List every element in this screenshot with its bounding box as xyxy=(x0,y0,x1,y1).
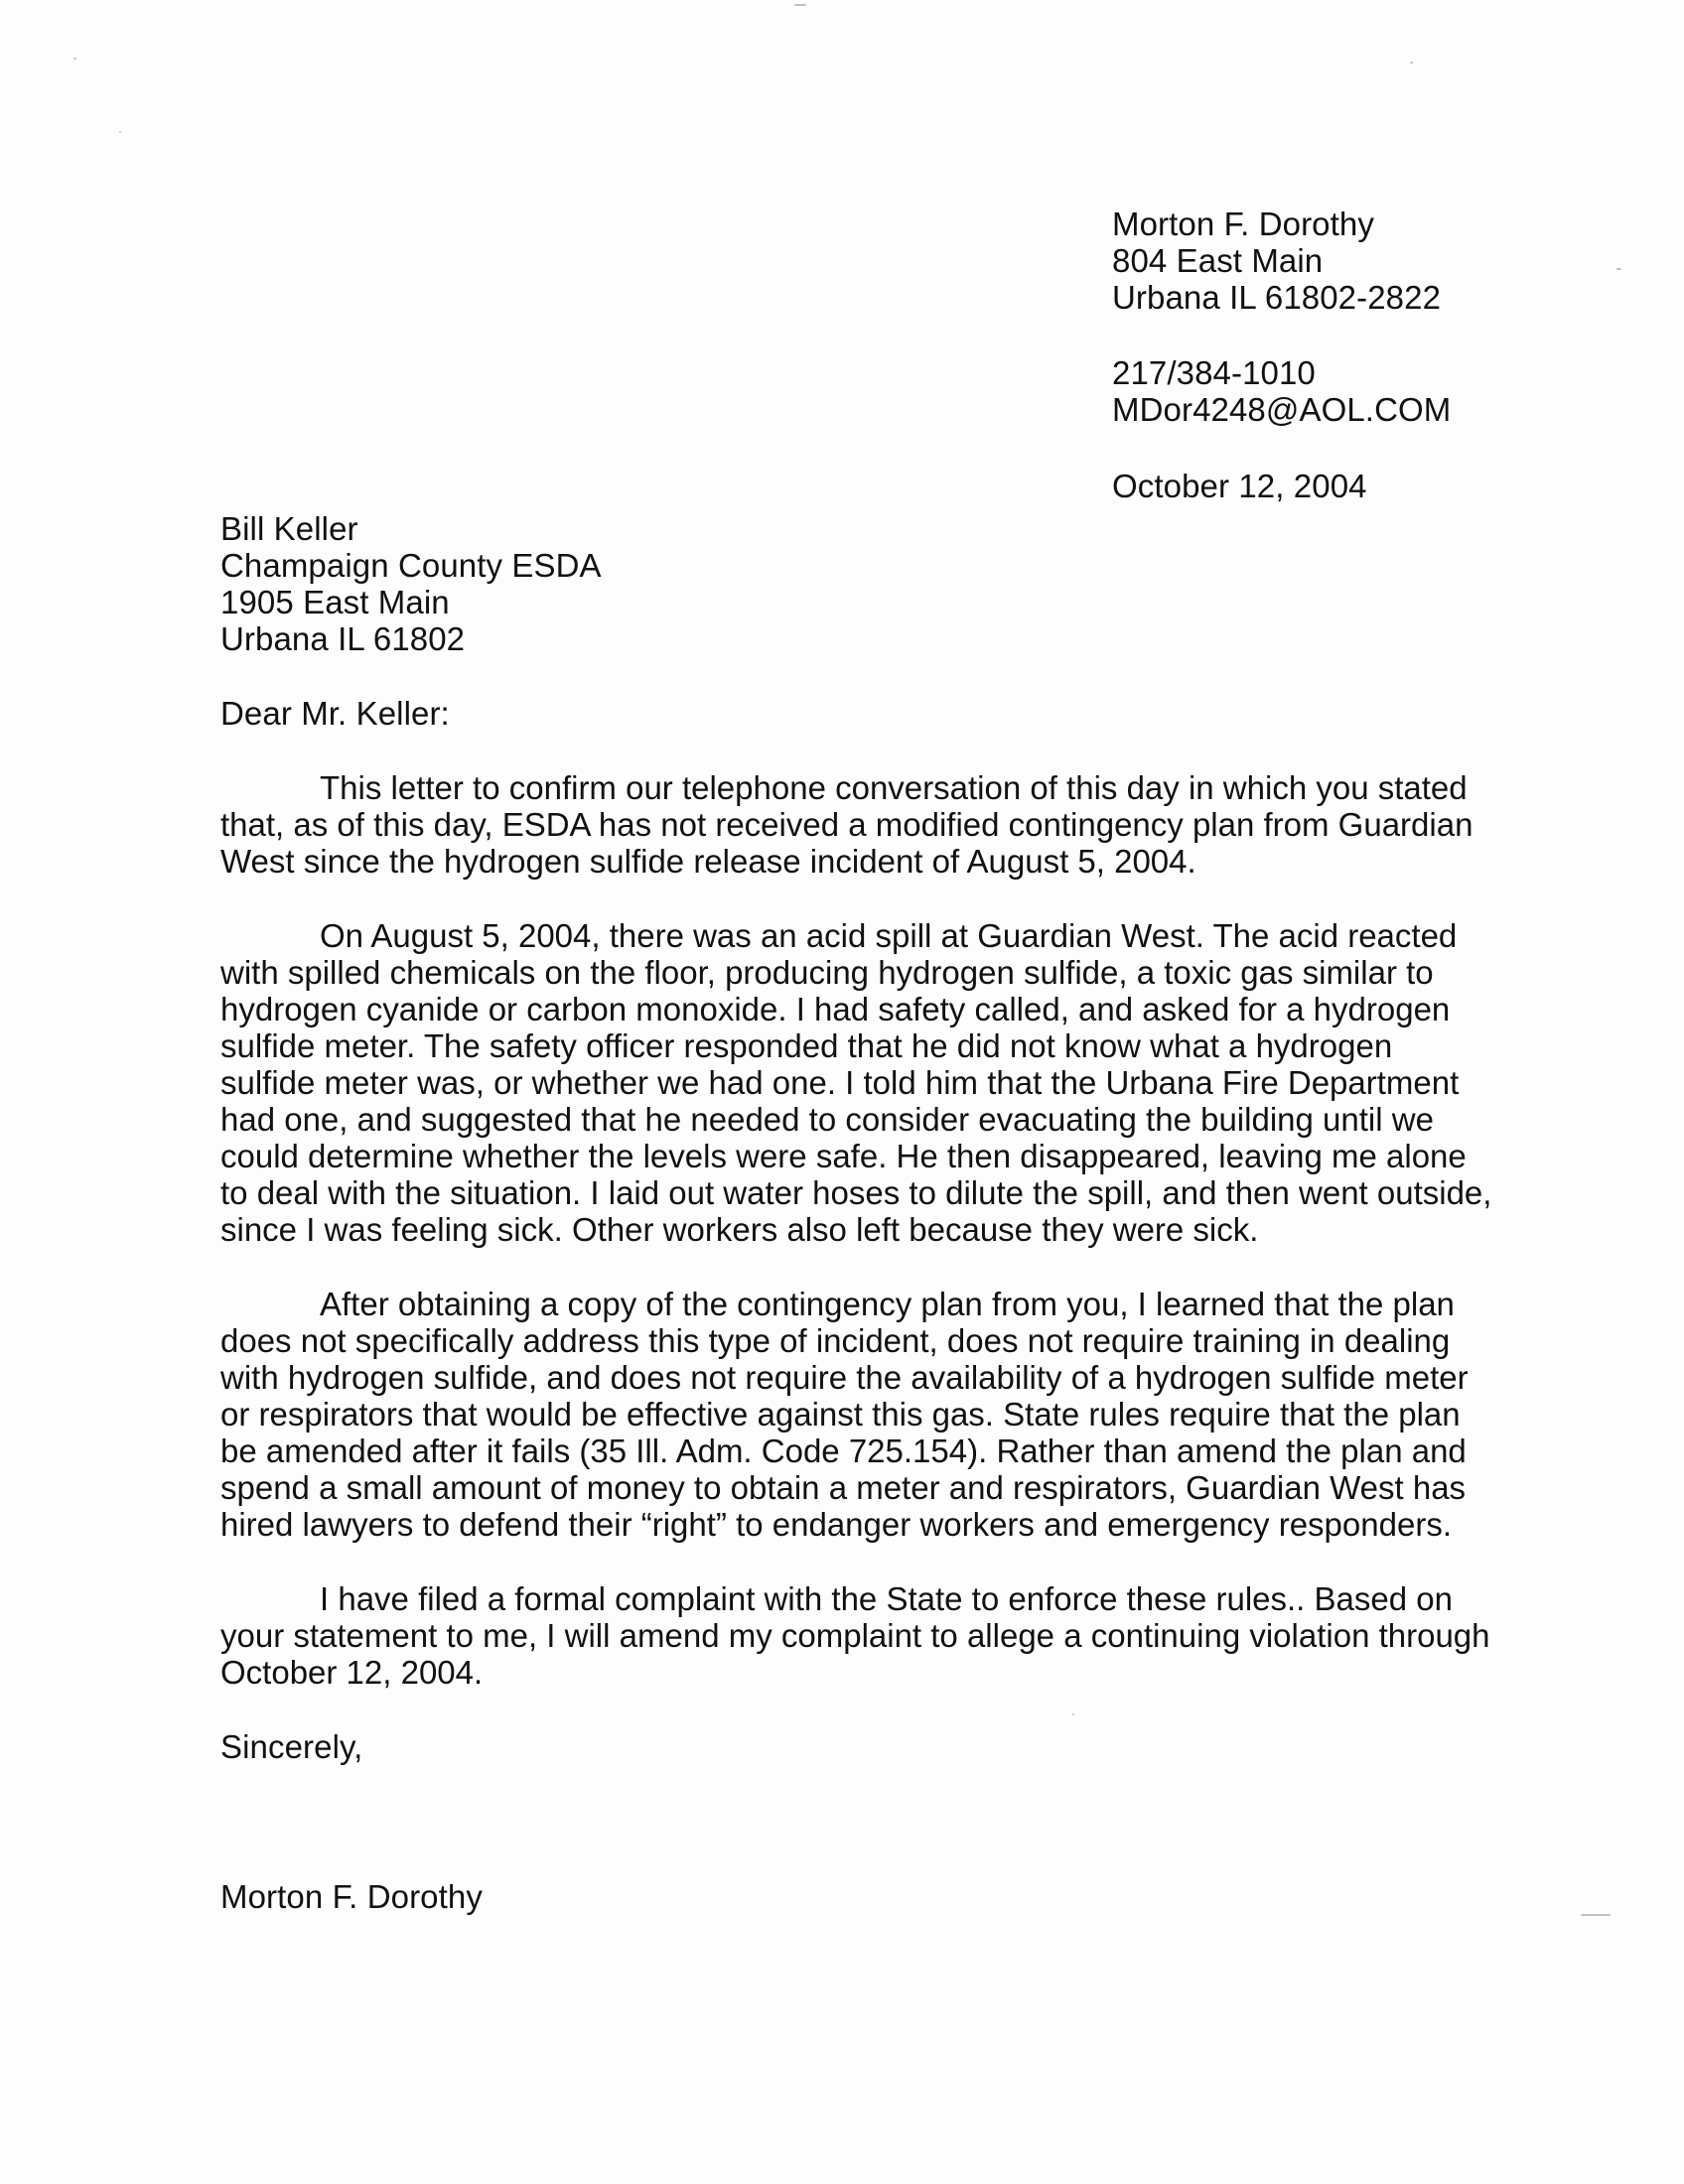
paragraph-line: On August 5, 2004, there was an acid spill at Guardian West. The acid reacted xyxy=(320,917,1458,954)
sender-phone: 217/384-1010 xyxy=(1112,354,1316,391)
scan-speck xyxy=(119,131,121,133)
closing: Sincerely, xyxy=(220,1728,363,1765)
sender-name: Morton F. Dorothy xyxy=(1112,205,1374,242)
paragraph-line: your statement to me, I will amend my complaint to allege a continuing violation through xyxy=(220,1617,1490,1654)
scan-speck xyxy=(1410,62,1413,64)
scan-speck xyxy=(1072,1713,1074,1715)
paragraph-line: sulfide meter. The safety officer responded that he did not know what a hydrogen xyxy=(220,1027,1393,1064)
sender-email: MDor4248@AOL.COM xyxy=(1112,391,1452,428)
paragraph-line: be amended after it fails (35 Ill. Adm. Code 725.154). Rather than amend the plan and xyxy=(220,1433,1467,1469)
paragraph-line: October 12, 2004. xyxy=(220,1654,484,1691)
sender-city: Urbana IL 61802-2822 xyxy=(1112,279,1442,316)
paragraph-line: with spilled chemicals on the floor, producing hydrogen sulfide, a toxic gas similar to xyxy=(220,954,1434,991)
recipient-street: 1905 East Main xyxy=(220,584,450,620)
recipient-name: Bill Keller xyxy=(220,510,358,547)
paragraph-line: with hydrogen sulfide, and does not require the availability of a hydrogen sulfide meter xyxy=(220,1359,1469,1396)
paragraph-line: sulfide meter was, or whether we had one. I told him that the Urbana Fire Department xyxy=(220,1064,1460,1101)
scan-speck xyxy=(1581,1914,1611,1916)
paragraph-line: had one, and suggested that he needed to consider evacuating the building until we xyxy=(220,1101,1434,1138)
scan-speck xyxy=(1616,268,1621,270)
paragraph-line: could determine whether the levels were safe. He then disappeared, leaving me alone xyxy=(220,1138,1467,1174)
paragraph-line: West since the hydrogen sulfide release incident of August 5, 2004. xyxy=(220,843,1196,880)
scan-speck xyxy=(794,4,806,6)
paragraph-line: since I was feeling sick. Other workers also left because they were sick. xyxy=(220,1211,1259,1248)
paragraph-line: hydrogen cyanide or carbon monoxide. I had safety called, and asked for a hydrogen xyxy=(220,991,1451,1027)
paragraph-line: After obtaining a copy of the contingency plan from you, I learned that the plan xyxy=(320,1286,1455,1322)
salutation: Dear Mr. Keller: xyxy=(220,695,450,732)
paragraph-line: I have filed a formal complaint with the State to enforce these rules.. Based on xyxy=(320,1580,1453,1617)
paragraph-line: hired lawyers to defend their “right” to endanger workers and emergency responders. xyxy=(220,1506,1452,1543)
recipient-city: Urbana IL 61802 xyxy=(220,620,466,657)
paragraph-line: or respirators that would be effective against this gas. State rules require that the plan xyxy=(220,1396,1461,1433)
paragraph-line: spend a small amount of money to obtain a meter and respirators, Guardian West has xyxy=(220,1469,1467,1506)
paragraph-line: does not specifically address this type of incident, does not require training in dealing xyxy=(220,1322,1451,1359)
letter-date: October 12, 2004 xyxy=(1112,468,1367,504)
paragraph-line: that, as of this day, ESDA has not received a modified contingency plan from Guardian xyxy=(220,806,1474,843)
paragraph-line: This letter to confirm our telephone conversation of this day in which you stated xyxy=(320,769,1468,806)
sender-street: 804 East Main xyxy=(1112,242,1324,279)
paragraph-line: to deal with the situation. I laid out water hoses to dilute the spill, and then went outside, xyxy=(220,1174,1492,1211)
scan-speck xyxy=(73,58,76,60)
recipient-org: Champaign County ESDA xyxy=(220,547,602,584)
signature-name: Morton F. Dorothy xyxy=(220,1878,483,1915)
